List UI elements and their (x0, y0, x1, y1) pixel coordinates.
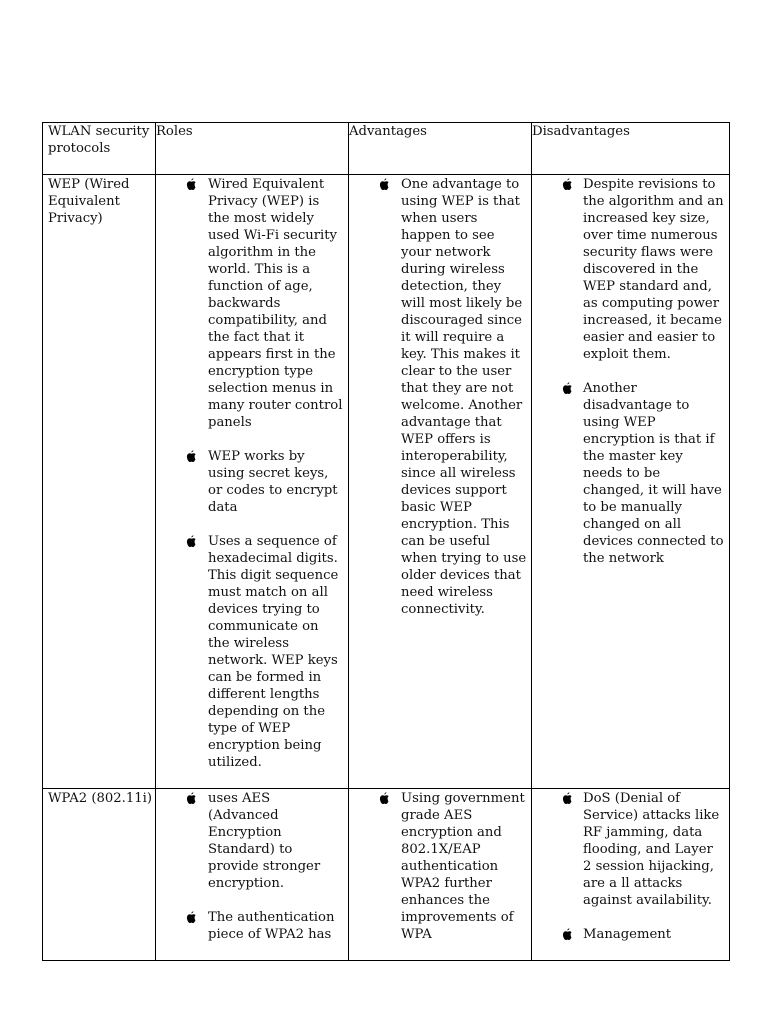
bullet-list (532, 175, 729, 567)
apple-icon (562, 178, 572, 190)
list-item (532, 380, 729, 567)
apple-icon (186, 450, 196, 462)
table-row-wpa2 (43, 789, 730, 961)
apple-icon (186, 535, 196, 547)
security-protocols-table (42, 122, 730, 961)
protocol-cell (43, 789, 156, 961)
protocol-name: WEP (Wired Equivalent Privacy) (48, 177, 130, 226)
bullet-text: Management (583, 927, 672, 942)
roles-cell (156, 789, 349, 961)
bullet-text: Using government grade AES encryption and 802.1X/EAP authentication WPA2 further enhances the improvements of WPA (401, 791, 525, 942)
list-item (156, 533, 348, 771)
apple-icon (186, 792, 196, 804)
apple-icon (379, 792, 389, 804)
list-item (156, 448, 348, 516)
list-item (532, 790, 729, 909)
list-item (349, 176, 531, 618)
bullet-list (349, 789, 531, 943)
header-protocol (43, 123, 156, 175)
bullet-text: Uses a sequence of hexadecimal digits. This digit sequence must match on all devices trying to communicate on the wireless network. WEP keys can be formed in different lengths depending on the type of WEP encryption being utilized. (208, 534, 339, 770)
list-item (156, 176, 348, 431)
bullet-text: uses AES (Advanced Encryption Standard) to provide stronger encryption. (208, 791, 321, 891)
apple-icon (562, 792, 572, 804)
table-header-row (43, 123, 730, 175)
disadvantages-cell (532, 175, 730, 789)
advantages-cell (349, 175, 532, 789)
disadvantages-cell (532, 789, 730, 961)
roles-cell (156, 175, 349, 789)
bullet-list (156, 175, 348, 771)
protocol-name: WPA2 (802.11i) (48, 791, 152, 806)
protocol-cell (43, 175, 156, 789)
list-item (349, 790, 531, 943)
bullet-text: One advantage to using WEP is that when users happen to see your network during wireless detection, they will most likely be discouraged since it will require a key. This makes it clear to the user that they are not welcome. Another advantage that WEP offers is interoperability, since all wireless devices support basic WEP encryption. This can be useful when trying to use older devices that need wireless connectivity. (401, 177, 527, 617)
cell-clip (156, 789, 348, 960)
apple-icon (562, 928, 572, 940)
table-row-wep (43, 175, 730, 789)
list-item (156, 909, 348, 943)
bullet-text: Despite revisions to the algorithm and an increased key size, over time numerous security flaws were discovered in the WEP standard and, as computing power increased, it became easier and easier to exploit them. (583, 177, 724, 362)
header-disadvantages: Disadvantages (532, 123, 730, 175)
apple-icon (186, 178, 196, 190)
header-advantages: Advantages (349, 123, 532, 175)
advantages-cell (349, 789, 532, 961)
apple-icon (186, 911, 196, 923)
list-item (156, 790, 348, 892)
cell-clip (349, 789, 531, 960)
bullet-list (156, 789, 348, 943)
bullet-text: DoS (Denial of Service) attacks like RF jamming, data flooding, and Layer 2 session hijacking, are a ll attacks against availability. (583, 791, 720, 908)
list-item (532, 176, 729, 363)
header-protocol-label: WLAN security protocols (48, 124, 150, 156)
list-item (532, 926, 729, 943)
apple-icon (379, 178, 389, 190)
bullet-list (532, 789, 729, 943)
header-roles: Roles (156, 123, 349, 175)
bullet-text: WEP works by using secret keys, or codes to encrypt data (208, 449, 338, 515)
cell-clip (532, 789, 729, 960)
bullet-text: Wired Equivalent Privacy (WEP) is the most widely used Wi-Fi security algorithm in the world. This is a function of age, backwards compatibility, and the fact that it appears first in the encryption type selection menus in many router control panels (208, 177, 343, 430)
bullet-text: The authentication piece of WPA2 has (208, 910, 335, 942)
bullet-list (349, 175, 531, 618)
apple-icon (562, 382, 572, 394)
bullet-text: Another disadvantage to using WEP encryption is that if the master key needs to be changed, it will have to be manually changed on all devices connected to the network (583, 381, 724, 566)
